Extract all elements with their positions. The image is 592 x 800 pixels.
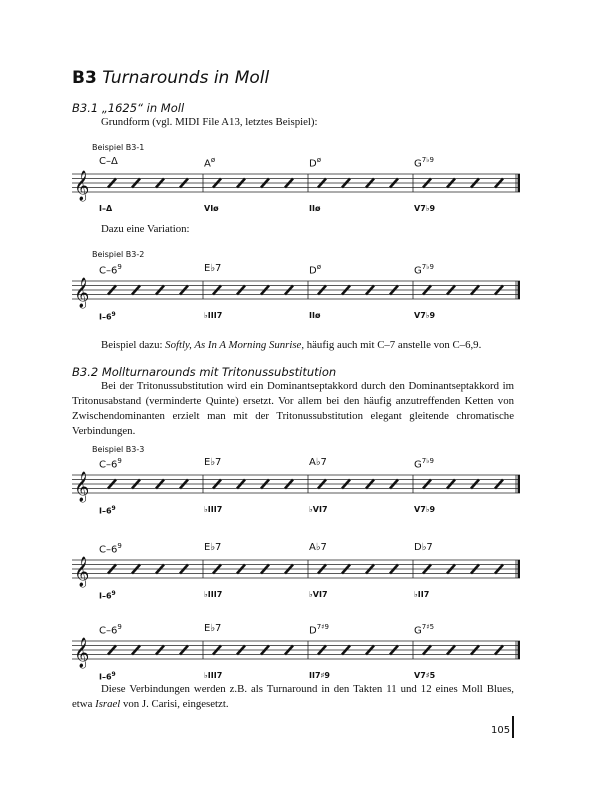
chord-symbol	[309, 156, 321, 169]
staff-lines	[72, 170, 520, 200]
roman-numeral	[204, 505, 222, 514]
roman-numeral	[204, 590, 222, 599]
treble-clef-icon: 𝄞	[74, 557, 90, 587]
roman-numeral	[414, 204, 435, 213]
roman-numeral-text: VIø	[204, 204, 219, 213]
chord-symbol	[99, 542, 122, 555]
chord-extension: 7♭9	[421, 457, 434, 465]
treble-clef-icon: 𝄞	[74, 171, 90, 201]
chord-root: A♭7	[309, 457, 327, 468]
chord-root: D♭7	[414, 542, 433, 553]
chord-symbol	[309, 263, 321, 276]
roman-numeral-text: ♭III7	[204, 311, 223, 320]
roman-numeral-text: IIø	[309, 311, 321, 320]
chord-root: C–6	[99, 459, 118, 471]
roman-numeral	[309, 311, 320, 320]
staff-lines	[72, 277, 520, 307]
staff-b3-3-row-2	[72, 542, 520, 606]
chapter-heading	[72, 68, 269, 88]
chord-symbol	[414, 263, 434, 276]
roman-numeral	[99, 671, 116, 682]
staff-lines	[72, 471, 520, 501]
variation-text: Dazu eine Variation:	[101, 223, 190, 235]
chord-symbol	[99, 623, 122, 636]
chord-root: D	[309, 265, 317, 277]
chord-root: C–Δ	[99, 156, 118, 167]
chord-root: C–6	[99, 265, 118, 277]
closing-pre: Diese Verbindungen werden z.B. als Turnaround in den Takten 11 und 12 eines Moll Blues, etwa	[72, 683, 514, 710]
roman-numeral	[309, 590, 328, 599]
page-number-rule	[512, 716, 514, 738]
chord-symbol	[204, 263, 221, 274]
chapter-number: B3	[72, 68, 97, 88]
chord-root: E♭7	[204, 263, 222, 274]
chord-symbol	[309, 623, 329, 636]
roman-numeral-text: V7♭9	[414, 505, 436, 514]
roman-numeral	[309, 671, 330, 680]
staff-b3-3-row-1	[72, 457, 520, 521]
roman-numeral-text: I–6	[99, 591, 112, 601]
closing-post: von J. Carisi, eingesetzt.	[120, 698, 229, 710]
chord-symbol	[414, 542, 433, 553]
closing-text	[72, 682, 514, 712]
chord-root: C–6	[99, 625, 118, 637]
chord-root: G	[414, 158, 422, 170]
roman-numeral-extension: 9	[111, 590, 116, 597]
chord-symbol	[204, 457, 221, 468]
chord-symbol	[204, 623, 221, 634]
roman-numeral-text: V7♭9	[414, 311, 436, 320]
chord-root: G	[414, 459, 422, 471]
staff-b3-3-row-3	[72, 623, 520, 687]
chord-extension: 7♯5	[421, 623, 435, 631]
roman-numeral	[414, 311, 435, 320]
chord-symbol	[309, 542, 327, 553]
chord-symbol	[414, 457, 434, 470]
chord-extension: ø	[210, 156, 216, 164]
roman-numeral-text: V7♯5	[414, 671, 436, 680]
staff-b3-1	[72, 156, 520, 220]
chord-extension: 7♭9	[421, 156, 434, 164]
roman-numeral-text: ♭III7	[204, 671, 223, 680]
chapter-title: Turnarounds in Moll	[102, 68, 270, 88]
section-title-b3-2: B3.2 Mollturnarounds mit Tritonussubstitution	[72, 365, 337, 379]
chord-root: E♭7	[204, 542, 222, 553]
chord-extension: 9	[117, 542, 122, 550]
roman-numeral-text: I–6	[99, 506, 112, 516]
roman-numeral	[414, 505, 435, 514]
roman-numeral	[99, 505, 116, 516]
chord-symbol	[204, 542, 221, 553]
roman-numeral-text: ♭III7	[204, 590, 223, 599]
example-ref-post: , häufig auch mit C–7 anstelle von C–6,9.	[301, 339, 482, 351]
staff-b3-2	[72, 263, 520, 327]
chord-root: G	[414, 625, 422, 637]
chord-root: D	[309, 158, 317, 170]
chord-symbol	[99, 156, 118, 167]
roman-numeral-text: ♭VI7	[309, 590, 328, 599]
roman-numeral	[204, 311, 222, 320]
chord-extension: 9	[117, 457, 122, 465]
roman-numeral-text: V7♭9	[414, 204, 436, 213]
chord-root: C–6	[99, 544, 118, 556]
example-ref-pre: Beispiel dazu:	[101, 339, 166, 351]
roman-numeral-text: I–6	[99, 312, 112, 322]
example-song-title: Softly, As In A Morning Sunrise	[165, 339, 302, 351]
chord-symbol	[99, 263, 122, 276]
chord-symbol	[309, 457, 327, 468]
intro-text: Grundform (vgl. MIDI File A13, letztes Beispiel):	[101, 116, 318, 128]
chord-extension: 7♭9	[421, 263, 434, 271]
roman-numeral-extension: 9	[111, 505, 116, 512]
chord-root: G	[414, 265, 422, 277]
roman-numeral	[204, 204, 219, 213]
chord-extension: ø	[316, 263, 321, 271]
roman-numeral-text: I–Δ	[99, 204, 113, 213]
chord-symbol	[99, 457, 122, 470]
staff-lines	[72, 637, 520, 667]
treble-clef-icon: 𝄞	[74, 638, 90, 668]
tritonus-paragraph: Bei der Tritonussubstitution wird ein Dominantseptakkord durch den Dominantseptakkord im Tritonusabstand (verminderte Quinte) ersetzt. Vor allem bei den häufig anzutreffenden Ketten von Zwischendominanten erzielt man mit der Tritonussubstitution elegant gleitende chromatische Verbindungen.	[72, 380, 514, 437]
example-label-b3-3: Beispiel B3-3	[92, 445, 145, 454]
example-reference-text	[101, 338, 481, 353]
roman-numeral-text: ♭VI7	[309, 505, 328, 514]
roman-numeral-text: I–6	[99, 672, 112, 682]
roman-numeral	[414, 590, 429, 599]
roman-numeral-extension: 9	[111, 671, 116, 678]
roman-numeral-text: IIø	[309, 204, 321, 213]
chord-extension: 7♯9	[316, 623, 329, 631]
chord-symbol	[414, 623, 434, 636]
section-title-b3-1: B3.1 „1625“ in Moll	[72, 101, 185, 115]
staff-lines	[72, 556, 520, 586]
example-label-b3-2: Beispiel B3-2	[92, 250, 145, 259]
chord-extension: 9	[117, 623, 122, 631]
roman-numeral-text: ♭II7	[414, 590, 430, 599]
roman-numeral	[309, 505, 328, 514]
roman-numeral-text: ♭III7	[204, 505, 223, 514]
closing-song-title: Israel	[95, 698, 121, 710]
chord-extension: ø	[316, 156, 321, 164]
page-number: 105	[491, 725, 511, 736]
treble-clef-icon: 𝄞	[74, 278, 90, 308]
roman-numeral	[414, 671, 435, 680]
chord-symbol	[204, 156, 215, 169]
chord-root: E♭7	[204, 623, 222, 634]
chord-extension: 9	[117, 263, 122, 271]
roman-numeral	[309, 204, 320, 213]
treble-clef-icon: 𝄞	[74, 472, 90, 502]
roman-numeral	[99, 590, 116, 601]
roman-numeral-extension: 9	[111, 311, 116, 318]
chord-root: A	[204, 158, 211, 170]
chord-root: E♭7	[204, 457, 222, 468]
chord-root: D	[309, 625, 317, 637]
chord-root: A♭7	[309, 542, 327, 553]
roman-numeral	[99, 311, 116, 322]
roman-numeral-text: II7♯9	[309, 671, 330, 680]
example-label-b3-1: Beispiel B3-1	[92, 143, 145, 152]
roman-numeral	[204, 671, 222, 680]
chord-symbol	[414, 156, 434, 169]
roman-numeral	[99, 204, 112, 213]
